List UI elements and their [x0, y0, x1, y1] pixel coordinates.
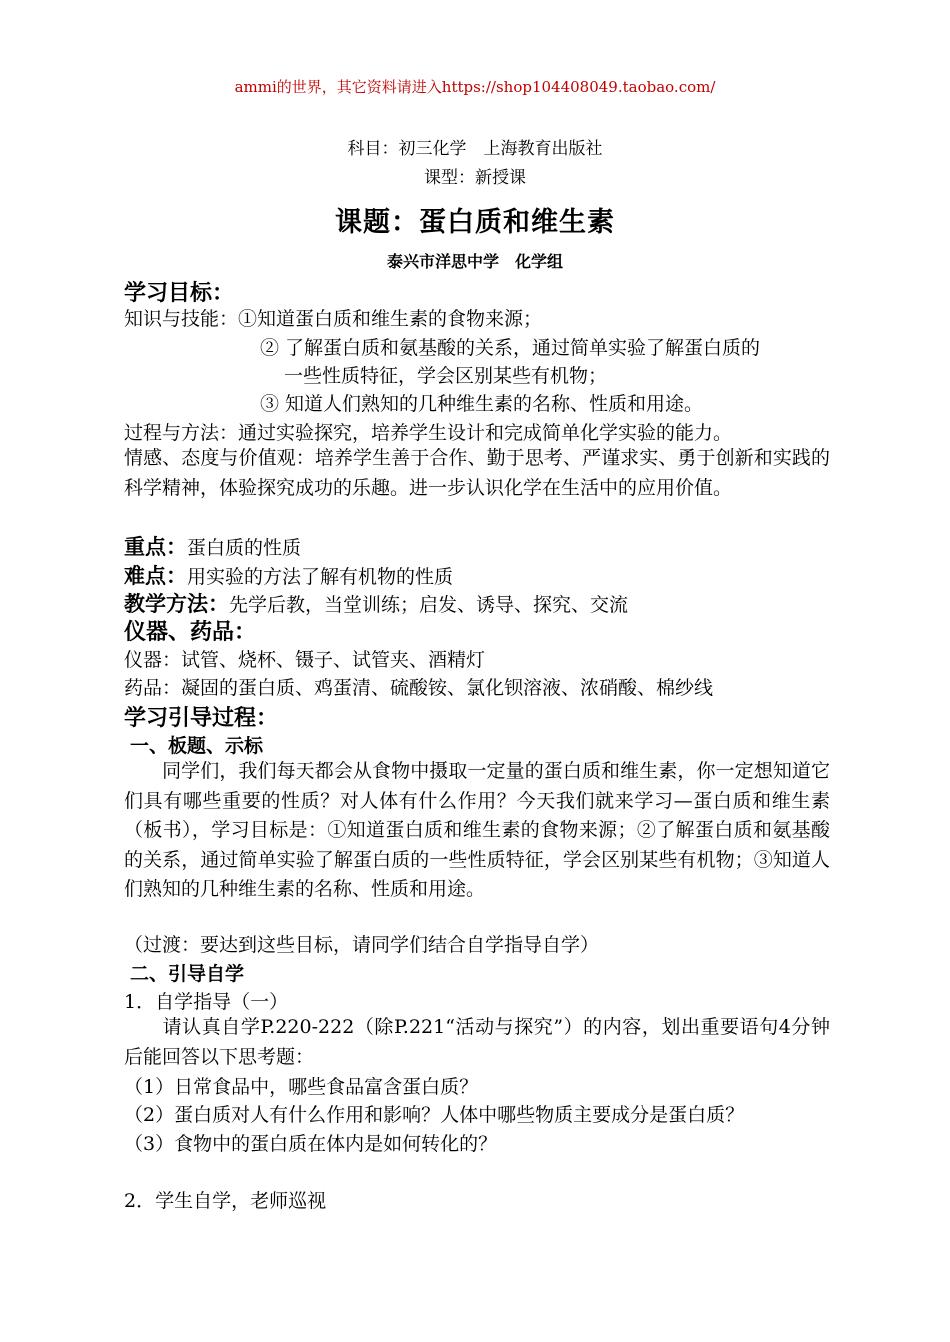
key-point-text: 蛋白质的性质	[187, 537, 302, 559]
instruments-line: 仪器：试管、烧杯、镊子、试管夹、酒精灯	[124, 649, 486, 671]
method-label: 教学方法：	[124, 592, 229, 616]
key-point-line	[124, 531, 301, 561]
difficulty-text: 用实验的方法了解有机物的性质	[187, 566, 454, 588]
school-line: 泰兴市洋思中学 化学组	[386, 252, 563, 271]
question-2: （2）蛋白质对人有什么作用和影响？人体中哪些物质主要成分是蛋白质？	[124, 1104, 745, 1126]
question-3: （3）食物中的蛋白质在体内是如何转化的？	[124, 1133, 498, 1155]
method-text: 先学后教，当堂训练；启发、诱导、探究、交流	[229, 594, 629, 616]
step1-paragraph	[124, 1013, 830, 1072]
knowledge-label: 知识与技能：	[124, 308, 239, 330]
process-method-line: 过程与方法：通过实验探究，培养学生设计和完成简单化学实验的能力。	[124, 422, 733, 444]
difficulty-line	[124, 560, 453, 590]
key-point-label: 重点：	[124, 535, 187, 559]
difficulty-label: 难点：	[124, 564, 187, 588]
transition-line: （过渡：要达到这些目标，请同学们结合自学指导自学）	[124, 934, 600, 956]
knowledge-item-3: ③ 知道人们熟知的几种维生素的名称、性质和用途。	[260, 393, 704, 415]
method-line	[124, 588, 628, 618]
part2-heading: 二、引导自学	[130, 963, 245, 985]
part1-paragraph	[124, 757, 830, 905]
part1-text: 同学们，我们每天都会从食物中摄取一定量的蛋白质和维生素，你一定想知道它们具有哪些重要的性质？对人体有什么作用？今天我们就来学习—蛋白质和维生素（板书），学习目标是：①知道蛋白质和维生素的食物来源；②了解蛋白质和氨基酸的关系，通过简单实验了解蛋白质的一些性质特征，学会区别某些有机物；③知道人们熟知的几种维生素的名称、性质和用途。	[124, 760, 830, 900]
question-1: （1）日常食品中，哪些食品富含蛋白质？	[124, 1076, 479, 1098]
objectives-heading: 学习目标：	[124, 281, 235, 306]
process-heading: 学习引导过程：	[124, 706, 279, 731]
step1-heading: 1．自学指导（一）	[124, 991, 289, 1013]
knowledge-item-2a: ② 了解蛋白质和氨基酸的关系，通过简单实验了解蛋白质的	[260, 337, 761, 359]
page-title: 课题：蛋白质和维生素	[335, 207, 615, 238]
step2-line: 2．学生自学，老师巡视	[124, 1190, 327, 1212]
step1-text: 请认真自学P.220-222（除P.221“活动与探究”）的内容，划出重要语句4分钟后能回答以下思考题：	[124, 1016, 830, 1068]
source-link-line[interactable]: ammi的世界，其它资料请进入https://shop104408049.taobao.com/	[234, 78, 716, 96]
lesson-type-line: 课型：新授课	[424, 168, 526, 188]
equipment-heading: 仪器、药品：	[124, 620, 257, 645]
knowledge-item-1: ①知道蛋白质和维生素的食物来源；	[238, 308, 543, 330]
subject-line: 科目：初三化学 上海教育出版社	[347, 139, 603, 159]
reagents-line: 药品：凝固的蛋白质、鸡蛋清、硫酸铵、氯化钡溶液、浓硝酸、棉纱线	[124, 677, 714, 699]
emotion-paragraph: 情感、态度与价值观：培养学生善于合作、勤于思考、严谨求实、勇于创新和实践的科学精神，体验探究成功的乐趣。进一步认识化学在生活中的应用价值。	[124, 447, 830, 499]
knowledge-line-1	[124, 304, 542, 331]
knowledge-item-2b: 一些性质特征，学会区别某些有机物；	[284, 365, 608, 387]
part1-heading: 一、板题、示标	[130, 735, 264, 757]
